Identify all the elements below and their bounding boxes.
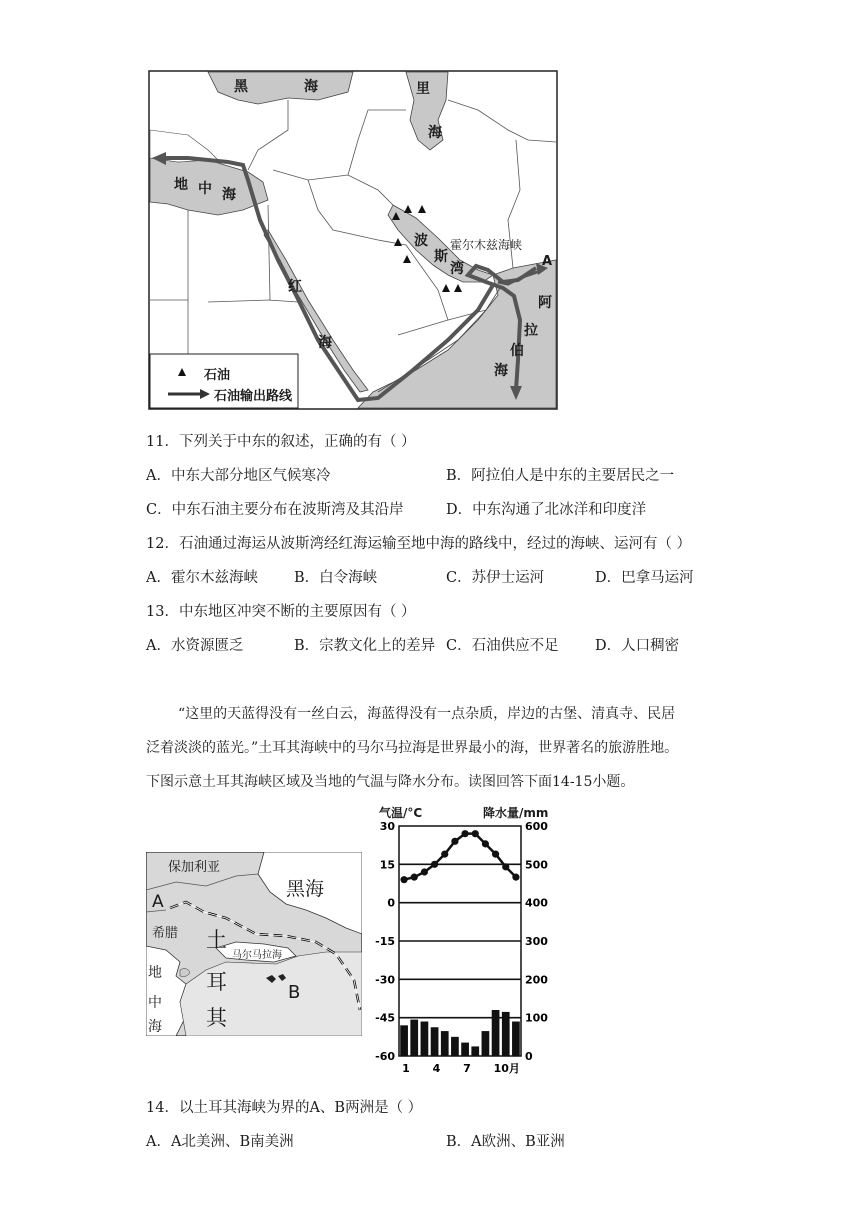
map1-label-red-1: 红 [288,279,302,295]
temperature-point [411,874,418,881]
map2-label-greece: 希腊 [152,926,179,941]
map1-label-med-2: 中 [198,181,212,197]
map1-label-hormuz: 霍尔木兹海峡 [450,238,523,252]
question-12-stem: 12．石油通过海运从波斯湾经红海运输至地中海的路线中，经过的海峡、运河有（ ） [146,536,692,552]
chart-right-tick: 0 [525,1050,533,1063]
climate-chart [365,800,565,1082]
map1-legend-route: 石油输出路线 [214,389,293,404]
chart-left-tick: -15 [375,935,395,948]
question-11-option-c: C．中东石油主要分布在波斯湾及其沿岸 [146,502,404,518]
map2-label-med-2: 中 [148,995,162,1011]
map2-label-black-sea: 黑海 [286,878,325,900]
map2-label-turkey-2: 耳 [206,970,227,994]
map1-label-med-3: 海 [222,187,236,203]
map1-label-med-1: 地 [174,177,188,193]
question-12-option-d: D．巴拿马运河 [595,570,694,586]
precipitation-bar [451,1037,459,1056]
chart-left-tick: -45 [375,1011,395,1025]
chart-left-tick: 30 [379,820,395,833]
question-13-option-d: D．人口稠密 [595,638,680,654]
question-11-option-d: D．中东沟通了北冰洋和印度洋 [446,502,647,518]
passage-line-2: 泛着淡淡的蓝光。”土耳其海峡中的马尔马拉海是世界最小的海，世界著名的旅游胜地。 [146,740,679,756]
map2-label-turkey-3: 其 [206,1006,227,1030]
chart-right-tick: 200 [525,973,548,987]
map1-label-persian-3: 湾 [450,261,464,277]
question-14-stem: 14．以土耳其海峡为界的A、B两洲是（ ） [146,1100,423,1116]
chart-x-tick: 4 [432,1062,441,1075]
precipitation-bar [471,1046,479,1056]
map1-label-persian-1: 波 [414,233,428,249]
map1-label-caspian-1: 里 [416,81,430,97]
temperature-point [502,863,509,870]
map1-label-point-a: A [542,254,553,269]
precipitation-bar [421,1022,429,1057]
middle-east-map [148,70,558,410]
turkish-straits-map [146,852,362,1036]
chart-x-tick: 10月 [493,1062,520,1075]
map2-label-med-3: 海 [148,1019,162,1035]
map1-label-black-sea-2: 海 [304,79,318,95]
chart-left-tick: -30 [375,973,395,987]
map2-label-marmara: 马尔马拉海 [232,950,282,961]
precipitation-bar [492,1010,500,1056]
precipitation-bar [512,1022,520,1057]
precipitation-bar [482,1031,490,1056]
chart-right-tick: 300 [525,935,548,948]
question-13-option-c: C．石油供应不足 [446,638,559,654]
precipitation-bar [502,1012,510,1056]
map1-label-black-sea-1: 黑 [234,79,248,95]
question-13-option-a: A．水资源匮乏 [146,638,244,654]
map2-label-med-1: 地 [148,965,162,981]
chart-left-tick: -60 [375,1050,395,1063]
temperature-point [492,851,499,858]
map2-label-bulgaria: 保加利亚 [168,860,221,875]
map1-legend-oil: 石油 [204,368,231,383]
map1-label-arabian-3: 伯 [510,343,524,359]
map2-label-b: B [288,982,301,1003]
temperature-point [512,874,519,881]
chart-left-tick: 15 [379,858,395,872]
chart-right-axis-label: 降水量/mm [483,806,549,820]
passage-line-1: “这里的天蓝得没有一丝白云，海蓝得没有一点杂质，岸边的古堡、清真寺、民居 [178,706,676,722]
temperature-point [400,876,407,883]
map1-label-red-2: 海 [318,335,332,351]
temperature-point [472,830,479,837]
question-13-option-b: B．宗教文化上的差异 [294,638,436,654]
question-12-option-c: C．苏伊士运河 [446,570,545,586]
precipitation-bar [461,1043,469,1056]
precipitation-bar [431,1027,439,1056]
precipitation-bar [410,1020,418,1056]
map1-label-arabian-4: 海 [494,363,508,379]
chart-right-tick: 500 [525,858,548,872]
chart-left-axis-label: 气温/°C [379,806,423,820]
temperature-point [431,861,438,868]
temperature-point [451,838,458,845]
chart-right-tick: 100 [525,1011,548,1025]
chart-x-tick: 7 [463,1062,471,1075]
map1-label-persian-2: 斯 [434,249,448,265]
temperature-point [482,840,489,847]
map1-label-arabian-2: 拉 [524,323,538,339]
map1-label-caspian-2: 海 [428,125,442,141]
temperature-point [461,830,468,837]
question-11-stem: 11．下列关于中东的叙述，正确的有（ ） [146,434,416,450]
precipitation-bar [400,1025,408,1056]
map2-label-turkey-1: 土 [206,928,227,952]
question-12-option-a: A．霍尔木兹海峡 [146,570,258,586]
chart-right-tick: 600 [525,820,548,833]
question-11-option-b: B．阿拉伯人是中东的主要居民之一 [446,468,675,484]
temperature-point [421,868,428,875]
map2-label-a: A [152,892,164,912]
chart-right-tick: 400 [525,896,548,910]
question-12-option-b: B．白令海峡 [294,570,378,586]
chart-left-tick: 0 [387,896,395,910]
passage-line-3: 下图示意土耳其海峡区域及当地的气温与降水分布。读图回答下面14-15小题。 [146,774,635,790]
question-14-option-b: B．A欧洲、B亚洲 [446,1134,565,1150]
question-13-stem: 13．中东地区冲突不断的主要原因有（ ） [146,604,416,620]
chart-x-tick: 1 [402,1062,410,1075]
temperature-point [441,851,448,858]
question-14-option-a: A．A北美洲、B南美洲 [146,1134,294,1150]
question-11-option-a: A．中东大部分地区气候寒冷 [146,468,331,484]
precipitation-bar [441,1031,449,1056]
map1-label-arabian-1: 阿 [538,295,552,311]
